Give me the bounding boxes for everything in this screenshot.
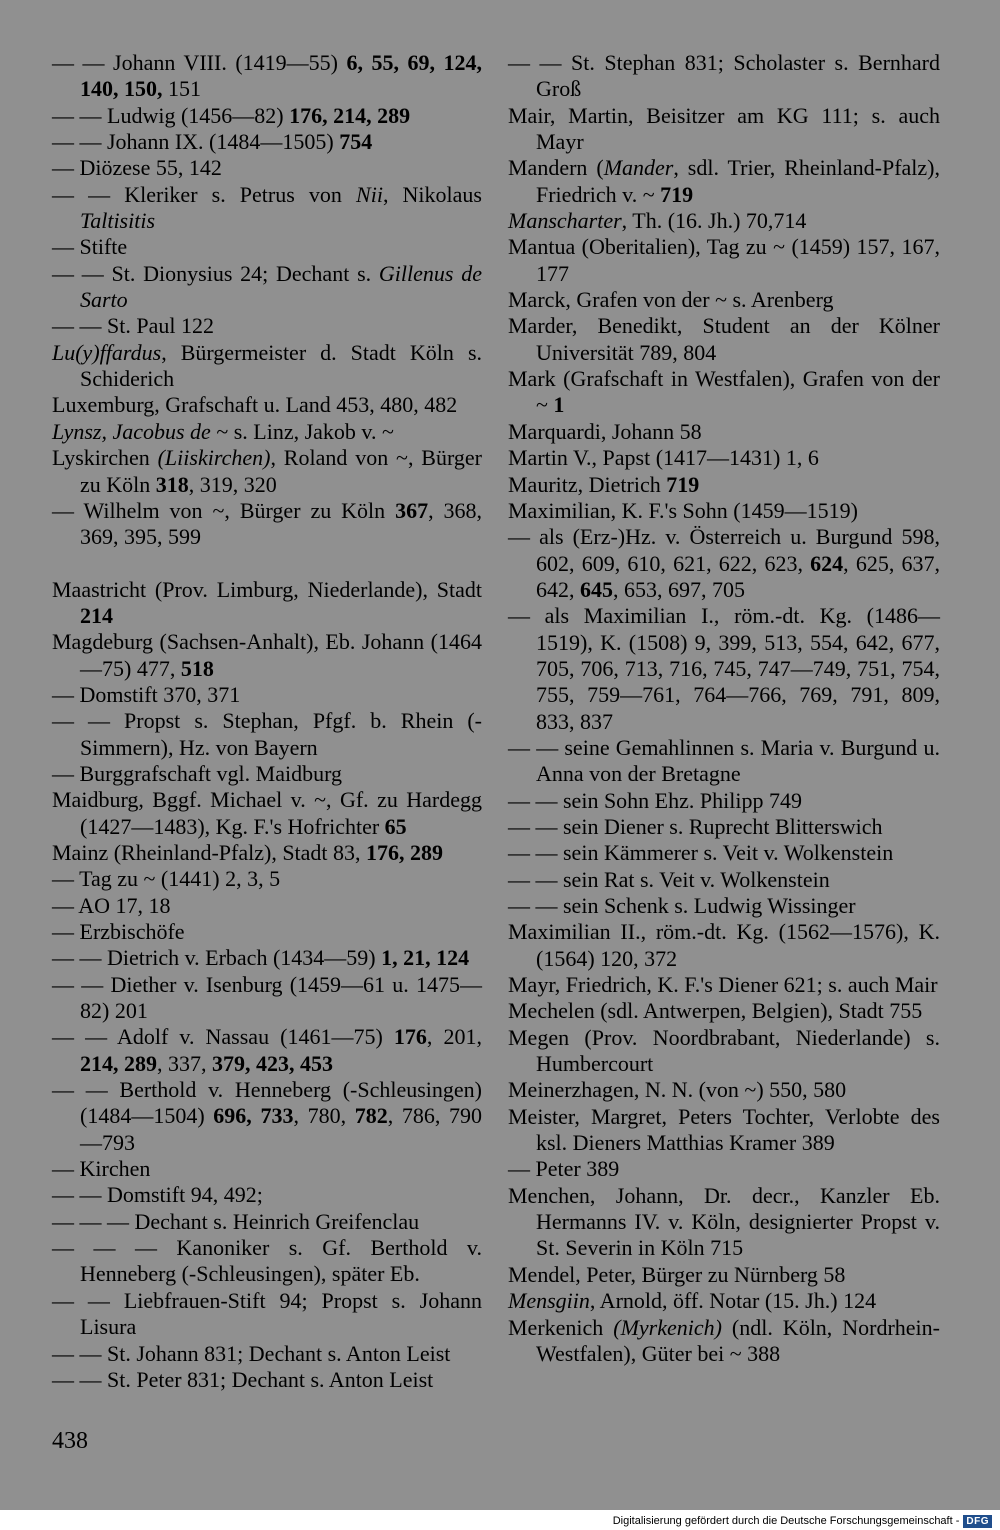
index-entry: Meister, Margret, Peters Tochter, Verlobte des ksl. Dieners Matthias Kramer 389: [508, 1103, 940, 1156]
index-entry: — — sein Sohn Ehz. Philipp 749: [508, 787, 802, 813]
index-entry: Mandern (Mander, sdl. Trier, Rheinland-Pfalz), Friedrich v. ~ 719: [508, 155, 941, 207]
index-entry: — — St. Johann 831; Dechant s. Anton Leist: [52, 1340, 451, 1366]
index-entry: Martin V., Papst (1417—1431) 1, 6: [508, 445, 819, 471]
index-entry: — — Dietrich v. Erbach (1434—59) 1, 21, 124: [52, 945, 470, 971]
index-entry: Marder, Benedikt, Student an der Kölner Universität 789, 804: [508, 313, 940, 365]
index-entry: — Peter 389: [508, 1156, 620, 1182]
index-entry: — — Liebfrauen-Stift 94; Propst s. Johann Lisura: [52, 1287, 482, 1340]
index-entry: — Burggrafschaft vgl. Maidburg: [52, 760, 343, 786]
index-entry: — — Ludwig (1456—82) 176, 214, 289: [52, 102, 411, 128]
page-number: 438: [52, 1428, 88, 1454]
index-entry: Maidburg, Bggf. Michael v. ~, Gf. zu Hardegg (1427—1483), Kg. F.'s Hofrichter 65: [52, 787, 482, 839]
index-entry: — — Adolf v. Nassau (1461—75) 176, 201, 214, 289, 337, 379, 423, 453: [52, 1024, 482, 1076]
index-entry: Manscharter, Th. (16. Jh.) 70,714: [508, 208, 807, 234]
index-entry: Mensgiin, Arnold, öff. Notar (15. Jh.) 124: [508, 1288, 877, 1314]
left-index-column: [52, 50, 482, 1393]
index-entry: Mantua (Oberitalien), Tag zu ~ (1459) 157, 167, 177: [508, 234, 940, 286]
index-entry: Maximilian II., röm.-dt. Kg. (1562—1576), K. (1564) 120, 372: [508, 919, 940, 971]
index-entry: — — Kleriker s. Petrus von Nii, Nikolaus Taltisitis: [52, 181, 482, 234]
index-entry: Marck, Grafen von der ~ s. Arenberg: [508, 287, 834, 313]
index-entry: — — Johann IX. (1484—1505) 754: [52, 129, 373, 155]
footer-credit: [613, 1512, 992, 1530]
index-entry: Mauritz, Dietrich 719: [508, 471, 700, 497]
index-entry: — Stifte: [52, 234, 128, 260]
index-entry: Maximilian, K. F.'s Sohn (1459—1519): [508, 497, 858, 523]
index-entry: — — Propst s. Stephan, Pfgf. b. Rhein (-Simmern), Hz. von Bayern: [52, 708, 482, 760]
index-entry: — AO 17, 18: [52, 892, 171, 918]
index-entry: — als Maximilian I., röm.-dt. Kg. (1486—1519), K. (1508) 9, 399, 513, 554, 642, 677, 705, 706, 713, 716, 745, 747—749, 751, 754, 755, 759—761, 764—766, 769, 791, 809, 833, 837: [508, 603, 940, 734]
index-entry: — — — Kanoniker s. Gf. Berthold v. Henneberg (-Schleusingen), später Eb.: [52, 1235, 482, 1287]
index-entry: — — sein Schenk s. Ludwig Wissinger: [508, 893, 856, 918]
index-entry: Mendel, Peter, Bürger zu Nürnberg 58: [508, 1261, 846, 1287]
index-entry: Mair, Martin, Beisitzer am KG 111; s. auch Mayr: [508, 102, 940, 155]
index-entry: Merkenich (Myrkenich) (ndl. Köln, Nordrhein-Westfalen), Güter bei ~ 388: [508, 1314, 940, 1366]
index-entry: — Tag zu ~ (1441) 2, 3, 5: [52, 866, 281, 892]
index-entry: — Wilhelm von ~, Bürger zu Köln 367, 368, 369, 395, 599: [52, 497, 483, 550]
index-entry: — — Diether v. Isenburg (1459—61 u. 1475—82) 201: [52, 971, 482, 1024]
index-entry: — — St. Dionysius 24; Dechant s. Gillenus de Sarto: [52, 260, 482, 313]
index-entry: Mainz (Rheinland-Pfalz), Stadt 83, 176, 289: [52, 839, 444, 865]
right-index-column: [508, 50, 940, 1367]
footer-text: Digitalisierung gefördert durch die Deutsche Forschungsgemeinschaft -: [612, 1515, 960, 1527]
index-entry: Luxemburg, Grafschaft u. Land 453, 480, 482: [52, 392, 458, 418]
index-entry: Mark (Grafschaft in Westfalen), Grafen von der ~ 1: [508, 366, 940, 418]
index-entry: Meinerzhagen, N. N. (von ~) 550, 580: [508, 1077, 847, 1103]
index-entry: Marquardi, Johann 58: [508, 418, 702, 444]
index-entry: — Erzbischöfe: [52, 919, 185, 944]
index-entry: Magdeburg (Sachsen-Anhalt), Eb. Johann (1464—75) 477, 518: [52, 629, 482, 681]
index-entry: — — St. Paul 122: [52, 313, 214, 339]
index-entry: — — sein Kämmerer s. Veit v. Wolkenstein: [508, 840, 894, 866]
dfg-logo: DFG: [963, 1515, 992, 1528]
index-entry: — — seine Gemahlinnen s. Maria v. Burgund u. Anna von der Bretagne: [508, 734, 940, 787]
index-entry: — — St. Stephan 831; Scholaster s. Bernhard Groß: [508, 50, 940, 102]
index-entry: Menchen, Johann, Dr. decr., Kanzler Eb. Hermanns IV. v. Köln, designierter Propst v. St. Severin in Köln 715: [508, 1182, 940, 1261]
index-entry: Mechelen (sdl. Antwerpen, Belgien), Stadt 755: [508, 998, 923, 1024]
section-gap: [52, 551, 482, 577]
index-entry: Lynsz, Jacobus de ~ s. Linz, Jakob v. ~: [52, 418, 394, 444]
index-entry: — — St. Peter 831; Dechant s. Anton Leist: [52, 1366, 434, 1392]
index-entry: — — Johann VIII. (1419—55) 6, 55, 69, 124, 140, 150, 151: [52, 50, 483, 102]
index-entry: Mayr, Friedrich, K. F.'s Diener 621; s. auch Mair: [508, 972, 938, 998]
index-entry: — Diözese 55, 142: [52, 155, 222, 181]
index-entry: — — — Dechant s. Heinrich Greifenclau: [52, 1208, 420, 1234]
index-entry: — als (Erz-)Hz. v. Österreich u. Burgund 598, 602, 609, 610, 621, 622, 623, 624, 625, 637, 642, 645, 653, 697, 705: [508, 524, 940, 602]
index-entry: — — sein Rat s. Veit v. Wolkenstein: [508, 866, 830, 892]
index-entry: — Domstift 370, 371: [52, 681, 241, 707]
index-entry: Maastricht (Prov. Limburg, Niederlande), Stadt 214: [52, 576, 482, 628]
index-entry: — — Berthold v. Henneberg (-Schleusingen) (1484—1504) 696, 733, 780, 782, 786, 790—793: [52, 1077, 482, 1155]
index-entry: Megen (Prov. Noordbrabant, Niederlande) s. Humbercourt: [508, 1024, 940, 1077]
index-entry: — Kirchen: [52, 1156, 151, 1182]
index-entry: Lu(y)ffardus, Bürgermeister d. Stadt Köln s. Schiderich: [52, 339, 482, 392]
index-entry: Lyskirchen (Liiskirchen), Roland von ~, Bürger zu Köln 318, 319, 320: [52, 445, 482, 497]
index-entry: — — sein Diener s. Ruprecht Blitterswich: [508, 813, 883, 839]
index-entry: — — Domstift 94, 492;: [52, 1182, 263, 1208]
